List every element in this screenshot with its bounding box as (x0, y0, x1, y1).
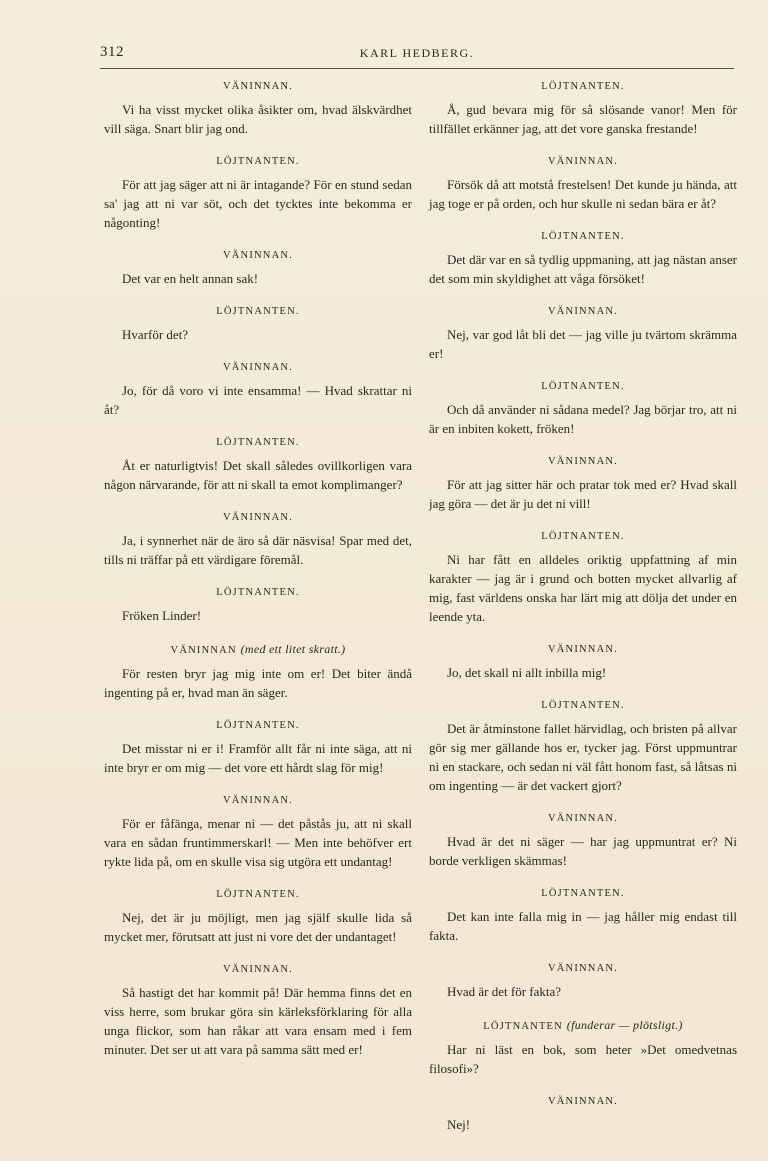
speaker-name (104, 361, 412, 375)
speaker-label: VÄNINNAN. (222, 795, 293, 806)
speaker-label: LÖJTNANTEN. (541, 381, 625, 392)
speaker-name (429, 380, 737, 394)
speaker-name (429, 962, 737, 976)
speaker-label: VÄNINNAN. (547, 306, 618, 317)
running-title: KARL HEDBERG. (359, 46, 475, 60)
dialogue-line: Fröken Linder! (122, 608, 202, 623)
dialogue-line: För resten bryr jag mig inte om er! Det biter ändå ingenting på er, hvad man än säger. (104, 666, 412, 700)
dialogue-line: Åt er naturligtvis! Det skall således ovillkorligen vara någon närvarande, för att ni skall ta emot komplimanger? (104, 458, 412, 492)
dialogue-line: Vi ha visst mycket olika åsikter om, hvad älskvärdhet vill säga. Snart blir jag ond. (104, 102, 412, 136)
speaker-name (429, 155, 737, 169)
stage-direction: (funderar — plötsligt.) (566, 1018, 683, 1032)
dialogue-line: Ni har fått en alldeles oriktig uppfattning af min karakter — jag är i grund och botten mycket allvarlig af mig, fast världens onska har lärt mig att dölja det under en leende yta. (429, 552, 737, 624)
dialogue-line: Hvarför det? (122, 327, 189, 342)
speaker-label: LÖJTNANTEN. (541, 700, 625, 711)
speaker-label: LÖJTNANTEN. (541, 888, 625, 899)
speaker-label: LÖJTNANTEN. (216, 156, 300, 167)
speaker-label: VÄNINNAN. (547, 963, 618, 974)
dialogue-line: Hvad är det ni säger — har jag uppmuntrat er? Ni borde verkligen skämmas! (429, 834, 737, 868)
dialogue-line: För er fåfänga, menar ni — det påstås ju, att ni skall vara en sådan fruntimmerskarl! — Men inte behöfver ert rykte lida på, om en skulle visa sig utgöra ett undantag! (104, 816, 412, 869)
speaker-name (104, 155, 412, 169)
header-rule (100, 68, 734, 69)
dialogue-line: Det kan inte falla mig in — jag håller mig endast till fakta. (429, 909, 737, 943)
speaker-name (104, 719, 412, 733)
dialogue-line: Hvad är det för fakta? (447, 984, 562, 999)
speaker-name (104, 305, 412, 319)
speaker-label: VÄNINNAN. (547, 1096, 618, 1107)
speaker-name (429, 643, 737, 657)
speaker-label: VÄNINNAN (170, 645, 237, 656)
stage-direction: (med ett litet skratt.) (240, 642, 346, 656)
speaker-label: LÖJTNANTEN. (541, 81, 625, 92)
dialogue-line: Nej, var god låt bli det — jag ville ju tvärtom skrämma er! (429, 327, 737, 361)
dialogue-line: Å, gud bevara mig för så slösande vanor! Men för tillfället erkänner jag, att det vore ganska frestande! (429, 102, 737, 136)
dialogue-line: För att jag sitter här och pratar tok med er? Hvad skall jag göra — det är ju det ni vill! (429, 477, 737, 511)
speaker-name (429, 230, 737, 244)
dialogue-line: Försök då att motstå frestelsen! Det kunde ju hända, att jag toge er på orden, och hur skulle ni sedan bära er åt? (429, 177, 737, 211)
speaker-name (104, 80, 412, 94)
speaker-name (104, 511, 412, 525)
speaker-label: VÄNINNAN. (222, 512, 293, 523)
speaker-name (429, 1095, 737, 1109)
speaker-label: LÖJTNANTEN. (216, 437, 300, 448)
dialogue-line: Nej, det är ju möjligt, men jag själf skulle lida så mycket mer, förutsatt att just ni vore det der undantaget! (104, 910, 412, 944)
dialogue-line: Det misstar ni er i! Framför allt får ni inte säga, att ni inte bryr er om mig — det vore ett hårdt slag för mig! (104, 741, 412, 775)
dialogue-line: Ja, i synnerhet när de äro så där näsvisa! Spar med det, tills ni träffar på ett värdigare föremål. (104, 533, 412, 567)
speaker-label: LÖJTNANTEN. (541, 531, 625, 542)
speaker-name (429, 812, 737, 826)
page-number: 312 (100, 44, 124, 60)
speaker-name (104, 642, 412, 658)
dialogue-line: Och då använder ni sådana medel? Jag börjar tro, att ni är en inbiten kokett, fröken! (429, 402, 737, 436)
speaker-name (429, 1018, 737, 1034)
dialogue-line: Det där var en så tydlig uppmaning, att jag nästan anser det som min skyldighet att våga försöket! (429, 252, 737, 286)
speaker-name (429, 305, 737, 319)
speaker-label: VÄNINNAN. (222, 362, 293, 373)
speaker-name (429, 455, 737, 469)
dialogue-line: För att jag säger att ni är intagande? För en stund sedan sa' jag att ni var söt, och det tycktes inte bekomma er någonting! (104, 177, 412, 230)
page-header (100, 44, 734, 70)
dialogue-line: Nej! (447, 1117, 471, 1132)
speaker-name (429, 699, 737, 713)
speaker-label: LÖJTNANTEN. (216, 306, 300, 317)
speaker-name (104, 888, 412, 902)
speaker-label: VÄNINNAN. (547, 644, 618, 655)
right-column (429, 80, 737, 1151)
speaker-label: LÖJTNANTEN. (216, 889, 300, 900)
speaker-name (104, 963, 412, 977)
dialogue-line: Jo, för då voro vi inte ensamma! — Hvad skrattar ni åt? (104, 383, 412, 417)
speaker-name (429, 530, 737, 544)
dialogue-line: Jo, det skall ni allt inbilla mig! (447, 665, 607, 680)
speaker-label: LÖJTNANTEN. (216, 587, 300, 598)
speaker-label: VÄNINNAN. (547, 156, 618, 167)
speaker-label: VÄNINNAN. (547, 456, 618, 467)
speaker-label: LÖJTNANTEN (483, 1021, 563, 1032)
speaker-name (104, 249, 412, 263)
speaker-label: VÄNINNAN. (222, 250, 293, 261)
dialogue-line: Har ni läst en bok, som heter »Det omedvetnas filosofi»? (429, 1042, 737, 1076)
dialogue-line: Det var en helt annan sak! (122, 271, 259, 286)
speaker-label: VÄNINNAN. (222, 81, 293, 92)
speaker-name (104, 794, 412, 808)
speaker-name (429, 887, 737, 901)
speaker-name (104, 586, 412, 600)
dialogue-line: Så hastigt det har kommit på! Där hemma finns det en viss herre, som brukar göra sin kärleksförklaring för alla unga flickor, som han råkar att vara ensam med i fem minuter. Det ser ut att vara på samma sätt med er! (104, 985, 412, 1057)
speaker-name (104, 436, 412, 450)
speaker-label: LÖJTNANTEN. (216, 720, 300, 731)
speaker-name (429, 80, 737, 94)
left-column (104, 80, 412, 1076)
dialogue-line: Det är åtminstone fallet härvidlag, och bristen på allvar gör sig mer gällande hos er, tycker jag. Först uppmuntrar ni en stackare, och sedan ni väl fått honom fast, så låtsas ni om ingenting — är det vackert gjort? (429, 721, 737, 793)
speaker-label: VÄNINNAN. (547, 813, 618, 824)
speaker-label: VÄNINNAN. (222, 964, 293, 975)
speaker-label: LÖJTNANTEN. (541, 231, 625, 242)
